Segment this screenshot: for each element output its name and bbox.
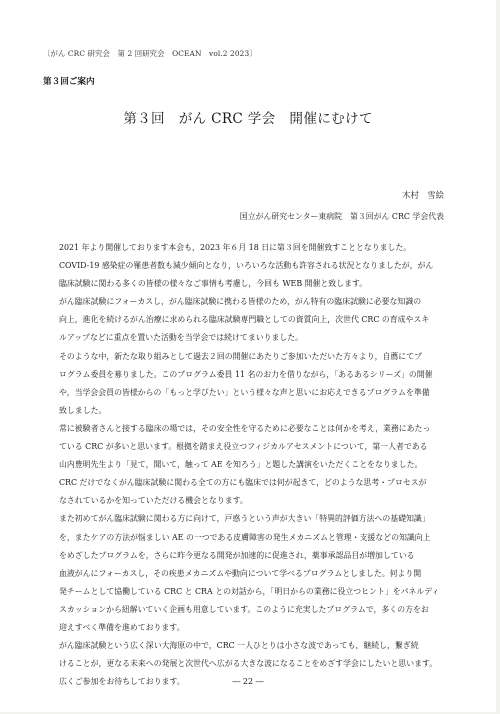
author-name: 木村 雪絵 — [402, 190, 444, 200]
body-line: CRC だけでなくがん臨床試験に関わる全ての方にも臨床では何が起きて，どのような思考・プロセスが — [59, 478, 427, 488]
article-body — [51, 239, 449, 691]
section-label: 第３回ご案内 — [43, 77, 95, 87]
body-line: ログラム委員を募りました。このプログラム委員 11 名のお力を借りながら，「あるあるシリーズ」の開催 — [59, 369, 433, 379]
running-header: 〔がん CRC 研究会 第 2 回研究会 OCEAN vol.2 2023〕 — [43, 49, 257, 58]
body-line: 臨床試験に関わる多くの皆様の様々なご事情も考慮し，今回も WEB 開催と致します。 — [59, 279, 368, 289]
body-line: なされているかを知っていただける機会となります。 — [59, 496, 248, 506]
paragraph — [51, 348, 449, 420]
page-number: ― 22 ― — [232, 677, 264, 686]
body-line: ている CRC が多いと思います。根拠を踏まえ役立つフィジカルアセスメントについて，第一人者である — [59, 442, 428, 452]
body-line: がん臨床試験にフォーカスし，がん臨床試験に携わる皆様のため，がん特有の臨床試験に必要な知識の — [59, 297, 422, 307]
paragraph — [51, 293, 449, 347]
body-line: スカッションから紐解いていく企画も用意しています。このように充実したプログラムで，多くの方をお — [59, 604, 429, 614]
body-line: をめざしたプログラムを，さらに昨今更なる開発が加速的に促進され，薬事承認品目が増加している — [59, 550, 415, 560]
body-line: 山内豊明先生より「見て，聞いて，触って AE を知ろう」と題した講演をいただくことをなりました。 — [59, 460, 423, 470]
body-line: を，またケアの方法が悩ましい AE の一つである皮膚障害の発生メカニズムと管理・支援などの知識向上 — [59, 532, 431, 542]
body-line: 広くご参加をお待ちしております。 — [59, 677, 185, 687]
body-line: がん臨床試験という広く深い大海原の中で，CRC 一人ひとりは小さな波であっても，継続し，繋ぎ続 — [59, 641, 419, 651]
body-line: 向上，進化を続けるがん治療に求められる臨床試験専門職としての資質向上，次世代 CRC の育成やスキ — [59, 315, 430, 325]
article-title: 第３回 がん CRC 学会 開催にむけて — [123, 111, 373, 127]
body-line: けることが，更なる未来への発展と次世代へ広がる大きな波になることをめざす学会にしたいと思います。 — [59, 659, 438, 669]
body-line: ルアップなどに重点を置いた活動を当学会では続けてまいりました。 — [59, 333, 304, 343]
paragraph — [51, 510, 449, 637]
paragraph — [51, 239, 449, 293]
body-line: また初めてがん臨床試験に関わる方に向けて，戸惑うという声が大きい「特異的評価方法への基礎知識」 — [59, 514, 430, 524]
body-line: 迎えすべく準備を進めております。 — [59, 622, 185, 632]
body-line: 血液がんにフォーカスし，その疾患メカニズムや動向について学べるプログラムとしました。何より開 — [59, 568, 422, 578]
body-line: 致しました。 — [59, 405, 107, 415]
body-line: 発チームとして協働している CRC と CRA との対話から，「明日からの業務に役立つヒント」をパネルディ — [59, 586, 440, 596]
body-line: COVID-19 感染症の罹患者数も減少傾向となり，いろいろな活動も許容される状況となりましたが，がん — [59, 261, 434, 271]
body-line: そのような中，新たな取り組みとして過去２回の開催にあたりご参加いただいた方々より，自薦にてプ — [59, 351, 422, 361]
body-line: 2021 年より開催しております本会も，2023 年６月 18 日に第３回を開催致すこととなりました。 — [59, 243, 412, 252]
body-line: や，当学会会員の皆様からの「もっと学びたい」という様々な声と思いにお応えできるプログラムを準備 — [59, 387, 430, 397]
body-line: 常に被験者さんと接する臨床の場では，その安全性を守るために必要なことは何かを考え，業務にあたっ — [59, 423, 431, 433]
paragraph — [51, 420, 449, 510]
author-affiliation: 国立がん研究センター東病院 第３回がん CRC 学会代表 — [239, 212, 444, 221]
